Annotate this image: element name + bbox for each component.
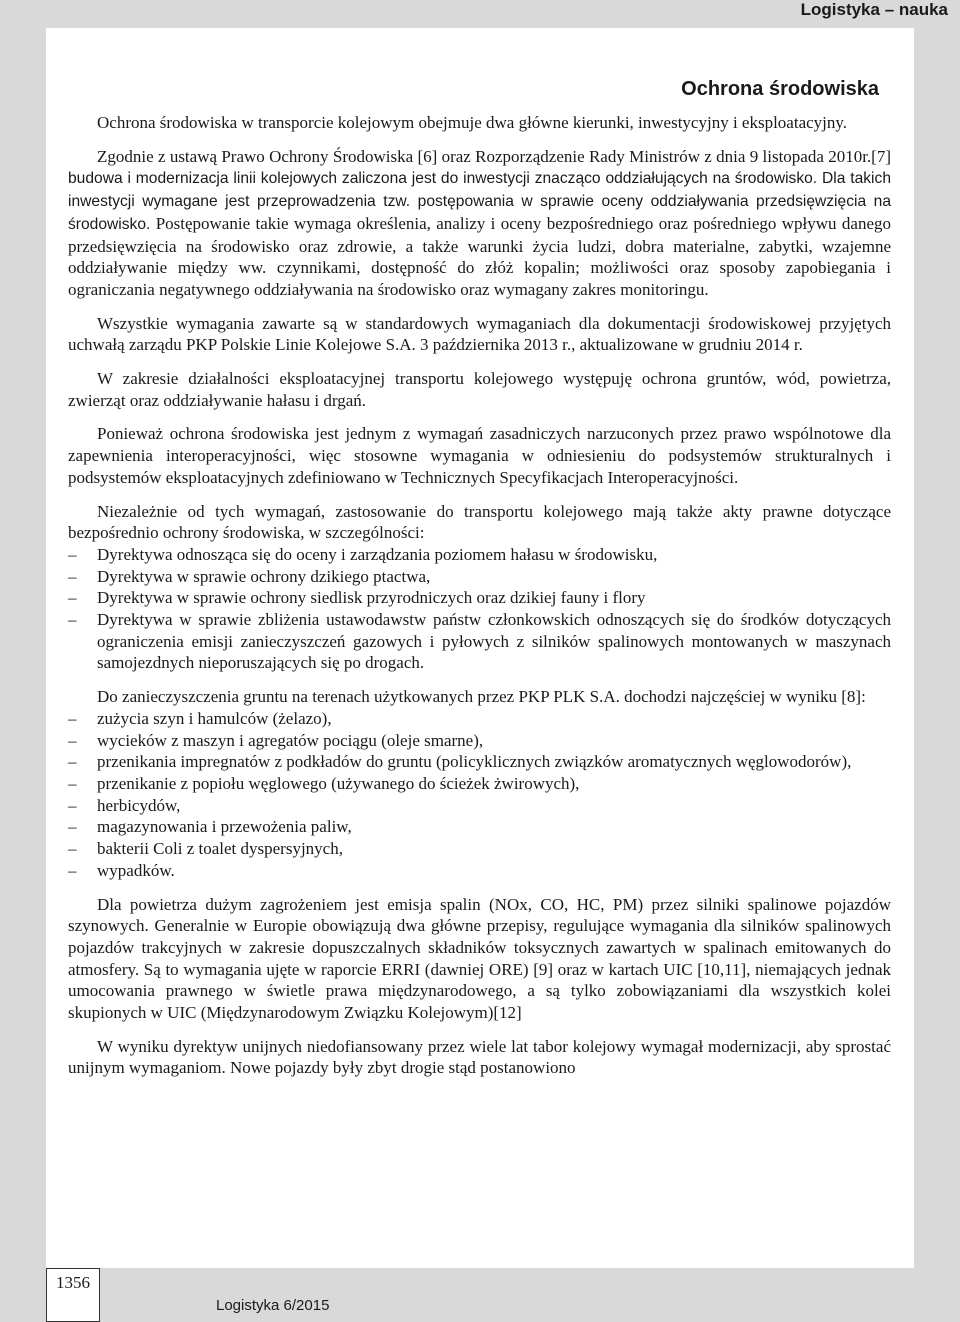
list-item-text: herbicydów, [97,795,181,815]
list-item [68,751,891,773]
list-item [68,566,891,588]
article-body [68,78,891,1091]
dash-bullet: – [68,773,77,793]
dash-bullet: – [68,860,77,880]
paragraph-air-pollution: Dla powietrza dużym zagrożeniem jest emisja spalin (NOx, CO, HC, PM) przez silniki spalinowe pojazdów szynowych. Generalnie w Europie obowiązują dwa główne przepisy, regulujące wymagania dla silników spalinowych pojazdów trakcyjnych w zakresie dopuszczalnych składników toksycznych zawartych w spalinach emitowanych do atmosfery. Są to wymagania ujęte w raporcie ERRI (dawniej ORE) [9] oraz w kartach UIC [10,11], niemających jednak umocowania prawnego w świetle prawa międzynarodowego, a są tylko zobowiązaniami dla wszystkich kolei skupionych w UIC (Międzynarodowym Związku Kolejowym)[12] [68,894,891,1023]
directives-list [68,544,891,674]
soil-sources-list [68,708,891,882]
dash-bullet: – [68,839,77,859]
list-item-text: magazynowania i przewożenia paliw, [97,817,352,837]
paragraph-operations: W zakresie działalności eksploatacyjnej transportu kolejowego występuję ochrona gruntów, wód, powietrza, zwierząt oraz oddziaływanie hałasu i drgań. [68,369,891,410]
dash-bullet: – [68,752,77,772]
list-item [68,730,891,752]
paragraph-fleet-modernization: W wyniku dyrektyw unijnych niedofiansowany przez wiele lat tabor kolejowy wymagał modernizacji, aby sprostać unijnym wymaganiom. Nowe pojazdy były zbyt drogie stąd postanowiono [68,1036,891,1078]
dash-bullet: – [68,544,77,564]
list-item [68,838,891,860]
dash-bullet: – [68,566,77,586]
dash-bullet: – [68,730,77,750]
list-item-text: zużycia szyn i hamulców (żelazo), [97,708,332,728]
dash-bullet: – [68,795,77,815]
paragraph-legal-basis [68,146,891,301]
paragraph-legal-basis-part-1: Zgodnie z ustawą Prawo Ochrony Środowiska [6] oraz Rozporządzenie Rady Ministrów z dnia 9 listopada 2010r.[7] [97,146,891,166]
list-item-text: bakterii Coli z toalet dyspersyjnych, [97,839,343,859]
list-item [68,816,891,838]
paragraph-soil-pollution: Do zanieczyszczenia gruntu na terenach użytkowanych przez PKP PLK S.A. dochodzi najczęściej w wyniku [8]: [97,687,866,707]
paragraph-intro: Ochrona środowiska w transporcie kolejowym obejmuje dwa główne kierunki, inwestycyjny i eksploatacyjny. [97,113,848,132]
journal-section-label: Logistyka – nauka [800,0,948,19]
journal-issue-label: Logistyka 6/2015 [216,1297,330,1314]
dash-bullet: – [68,610,77,630]
page-number-box [46,1268,100,1322]
list-item [68,544,891,566]
list-item [68,587,891,609]
list-item-text: przenikania impregnatów z podkładów do gruntu (policyklicznych związków aromatycznych węglowodorów), [97,752,852,772]
page-area [46,28,914,1268]
list-item [68,795,891,817]
list-item-text: wycieków z maszyn i agregatów pociągu (oleje smarne), [97,730,484,750]
page-number: 1356 [56,1273,90,1292]
dash-bullet: – [68,588,77,608]
list-item-text: wypadków. [97,860,175,880]
list-item [68,609,891,674]
dash-bullet: – [68,817,77,837]
list-item-text: przenikanie z popiołu węglowego (używanego do ścieżek żwirowych), [97,773,580,793]
list-item-text: Dyrektywa w sprawie zbliżenia ustawodawstw państw członkowskich odnoszących się do środków dotyczących ograniczenia emisji zanieczyszczeń gazowych i pyłowych z silników spalinowych montowanych w maszynach samojezdnych nieporuszających się po drogach. [97,610,891,673]
list-item-text: Dyrektywa w sprawie ochrony siedlisk przyrodniczych oraz dzikiej fauny i flory [97,588,646,608]
list-item-text: Dyrektywa odnosząca się do oceny i zarządzania poziomem hałasu w środowisku, [97,544,658,564]
list-item [68,773,891,795]
list-item-text: Dyrektywa w sprawie ochrony dzikiego ptactwa, [97,566,431,586]
list-item [68,860,891,882]
top-header-band [0,0,960,28]
paragraph-standards: Wszystkie wymagania zawarte są w standardowych wymaganiach dla dokumentacji środowiskowej przyjętych uchwałą zarządu PKP Polskie Linie Kolejowe S.A. 3 października 2013 r., aktualizowane w grudniu 2014 r. [68,313,891,355]
section-title: Ochrona środowiska [681,78,879,100]
list-item [68,708,891,730]
paragraph-legal-acts: Niezależnie od tych wymagań, zastosowanie do transportu kolejowego mają także akty prawne dotyczące bezpośrednio ochrony środowiska, w szczególności: [68,501,891,543]
paragraph-interoperability: Ponieważ ochrona środowiska jest jednym z wymagań zasadniczych narzuconych przez prawo wspólnotowe dla zapewnienia interoperacyjności, więc stosowne wymagania w odniesieniu do podsystemów strukturalnych i podsystemów eksploatacyjnych zdefiniowano w Technicznych Specyfikacjach Interoperacyjności. [68,424,891,487]
paragraph-legal-basis-part-2: budowa i modernizacja linii kolejowych zaliczona jest do inwestycji znacząco oddziałujących na środowisko. Dla takich inwestycji wymagane jest przeprowadzenia tzw. postępowania w sprawie oceny oddziaływania przedsięwzięcia na środowisko. [68,170,891,233]
dash-bullet: – [68,708,77,728]
paragraph-legal-basis-part-3: Postępowanie takie wymaga określenia, analizy i oceny bezpośredniego oraz pośredniego wpływu danego przedsięwzięcia na środowisko oraz zdrowie, a także warunki życia ludzi, dobra materialne, zabytki, wzajemne oddziaływanie między ww. czynnikami, dostępność do złóż kopalin; możliwości oraz sposoby zapobiegania i ograniczania negatywnego oddziaływania na środowisko oraz wymagany zakres monitoringu. [68,213,891,299]
